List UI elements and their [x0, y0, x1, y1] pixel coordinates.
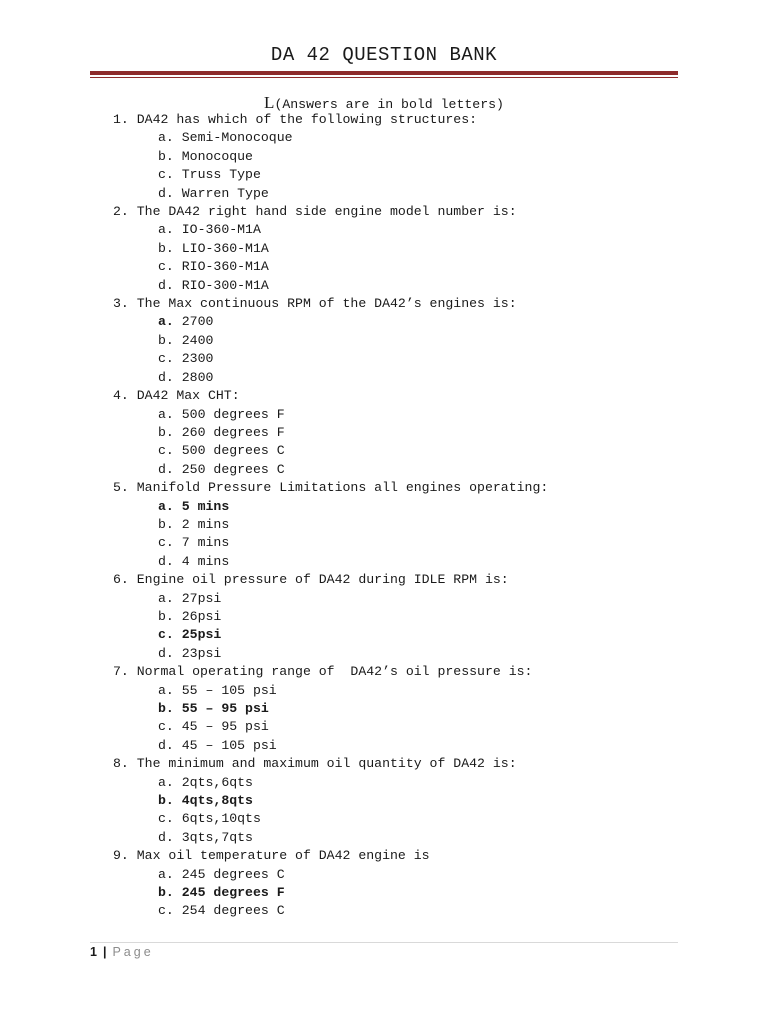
option-text: Truss Type [181, 167, 261, 183]
option-letter: b. [158, 885, 174, 901]
subtitle-text: (Answers are in bold letters) [274, 97, 504, 112]
option-letter: b. [158, 240, 174, 256]
option-letter: b. [158, 332, 174, 348]
option-letter: b. [158, 701, 174, 716]
question-number: 4. [113, 388, 129, 404]
option-text: 6qts,10qts [181, 811, 261, 827]
option-letter: a. [158, 590, 174, 606]
answer-option [158, 682, 728, 700]
subtitle [0, 93, 768, 113]
answer-option [158, 737, 728, 755]
option-text: 250 degrees C [181, 461, 285, 477]
question-2 [113, 203, 728, 221]
option-text: 23psi [181, 645, 222, 661]
question-text: Normal operating range of DA42’s oil pressure is: [136, 664, 533, 680]
option-text: Warren Type [181, 185, 269, 201]
answer-option [158, 406, 728, 424]
footer-rule [90, 942, 678, 943]
option-text: 2400 [181, 332, 214, 348]
option-text: 4qts,8qts [181, 793, 253, 809]
option-letter: c. [158, 903, 174, 919]
option-letter: d. [158, 461, 174, 477]
answer-option [158, 516, 728, 534]
answer-option [158, 792, 728, 810]
answer-option [158, 498, 728, 516]
option-letter: c. [158, 351, 174, 367]
answer-option [158, 424, 728, 442]
answer-option [158, 534, 728, 552]
option-text: 45 – 95 psi [181, 719, 269, 735]
question-6 [113, 571, 728, 589]
answer-option [158, 221, 728, 239]
question-number: 2. [113, 204, 129, 220]
question-list [113, 111, 728, 921]
question-9 [113, 847, 728, 865]
answer-option [158, 774, 728, 792]
option-letter: d. [158, 829, 174, 845]
question-7 [113, 663, 728, 681]
option-letter: b. [158, 148, 174, 164]
answer-option [158, 718, 728, 736]
option-letter: c. [158, 259, 174, 275]
answer-option [158, 258, 728, 276]
answer-option [158, 866, 728, 884]
question-text: Engine oil pressure of DA42 during IDLE RPM is: [136, 572, 509, 588]
question-number: 3. [113, 296, 129, 312]
question-number: 8. [113, 756, 129, 772]
option-letter: b. [158, 516, 174, 532]
option-letter: b. [158, 608, 174, 624]
question-8 [113, 755, 728, 773]
option-text: 245 degrees C [181, 866, 285, 882]
answer-option [158, 129, 728, 147]
option-text: 260 degrees F [181, 424, 285, 440]
option-letter: b. [158, 424, 174, 440]
option-letter: a. [158, 406, 174, 422]
option-letter: c. [158, 167, 174, 183]
option-text: 500 degrees C [181, 443, 285, 459]
option-letter: d. [158, 185, 174, 201]
footer-separator: | [102, 945, 107, 959]
option-text: 2qts,6qts [181, 774, 253, 790]
question-text: Max oil temperature of DA42 engine is [136, 848, 430, 864]
answer-option [158, 166, 728, 184]
page-footer [90, 945, 154, 959]
question-number: 9. [113, 848, 129, 864]
header-rule-thick [90, 71, 678, 75]
question-1 [113, 111, 728, 129]
subtitle-letter: L [264, 93, 275, 112]
option-text: 26psi [181, 608, 222, 624]
answer-option [158, 277, 728, 295]
question-text: The Max continuous RPM of the DA42’s engines is: [136, 296, 517, 312]
answer-option [158, 442, 728, 460]
question-5 [113, 479, 728, 497]
option-letter: d. [158, 553, 174, 569]
answer-option [158, 626, 728, 644]
answer-option [158, 240, 728, 258]
question-text: The DA42 right hand side engine model number is: [136, 204, 517, 220]
option-text: 4 mins [181, 553, 230, 569]
option-letter: a. [158, 222, 174, 238]
answer-option [158, 590, 728, 608]
option-text: 2300 [181, 351, 214, 367]
option-letter: a. [158, 866, 174, 882]
option-text: 7 mins [181, 535, 230, 551]
option-text: 254 degrees C [181, 903, 285, 919]
answer-option [158, 553, 728, 571]
page-label: Page [112, 945, 154, 959]
answer-option [158, 700, 728, 718]
option-text: 45 – 105 psi [181, 737, 277, 753]
answer-option [158, 461, 728, 479]
option-text: 500 degrees F [181, 406, 285, 422]
question-text: The minimum and maximum oil quantity of DA42 is: [136, 756, 517, 772]
answer-option [158, 902, 728, 920]
option-letter: c. [158, 443, 174, 459]
answer-option [158, 829, 728, 847]
answer-option [158, 185, 728, 203]
answer-option [158, 332, 728, 350]
answer-option [158, 608, 728, 626]
option-text: IO-360-M1A [181, 222, 261, 238]
answer-option [158, 148, 728, 166]
answer-option [158, 313, 728, 331]
option-text: Monocoque [181, 148, 253, 164]
question-number: 1. [113, 112, 129, 127]
header-rule-thin [90, 77, 678, 78]
option-letter: d. [158, 369, 174, 385]
answer-option [158, 350, 728, 368]
option-text: 245 degrees F [181, 885, 285, 901]
option-letter: c. [158, 811, 174, 827]
option-text: 5 mins [181, 498, 230, 514]
question-number: 7. [113, 664, 129, 680]
question-text: DA42 has which of the following structures: [136, 112, 478, 127]
option-letter: d. [158, 277, 174, 293]
question-text: Manifold Pressure Limitations all engines operating: [136, 480, 549, 496]
document-title: DA 42 QUESTION BANK [270, 44, 498, 66]
option-text: 3qts,7qts [181, 829, 253, 845]
option-text: LIO-360-M1A [181, 240, 269, 256]
question-text: DA42 Max CHT: [136, 388, 240, 404]
option-letter: a. [158, 314, 174, 330]
answer-option [158, 369, 728, 387]
question-number: 6. [113, 572, 129, 588]
option-text: 2800 [181, 369, 214, 385]
answer-option [158, 645, 728, 663]
question-3 [113, 295, 728, 313]
option-letter: a. [158, 498, 174, 514]
option-text: Semi-Monocoque [181, 130, 293, 146]
option-text: 55 – 95 psi [181, 701, 269, 716]
question-4 [113, 387, 728, 405]
question-number: 5. [113, 480, 129, 496]
option-letter: a. [158, 774, 174, 790]
answer-option [158, 810, 728, 828]
option-text: RIO-360-M1A [181, 259, 269, 275]
option-text: 2700 [181, 314, 214, 330]
option-letter: b. [158, 793, 174, 809]
option-letter: c. [158, 627, 174, 643]
answer-option [158, 884, 728, 902]
option-text: RIO-300-M1A [181, 277, 269, 293]
page-number: 1 [90, 945, 97, 959]
option-text: 27psi [181, 590, 222, 606]
option-letter: a. [158, 682, 174, 698]
option-text: 55 – 105 psi [181, 682, 277, 698]
option-letter: c. [158, 535, 174, 551]
option-letter: d. [158, 645, 174, 661]
option-letter: d. [158, 737, 174, 753]
option-text: 2 mins [181, 516, 230, 532]
option-letter: c. [158, 719, 174, 735]
option-text: 25psi [181, 627, 222, 643]
option-letter: a. [158, 130, 174, 146]
